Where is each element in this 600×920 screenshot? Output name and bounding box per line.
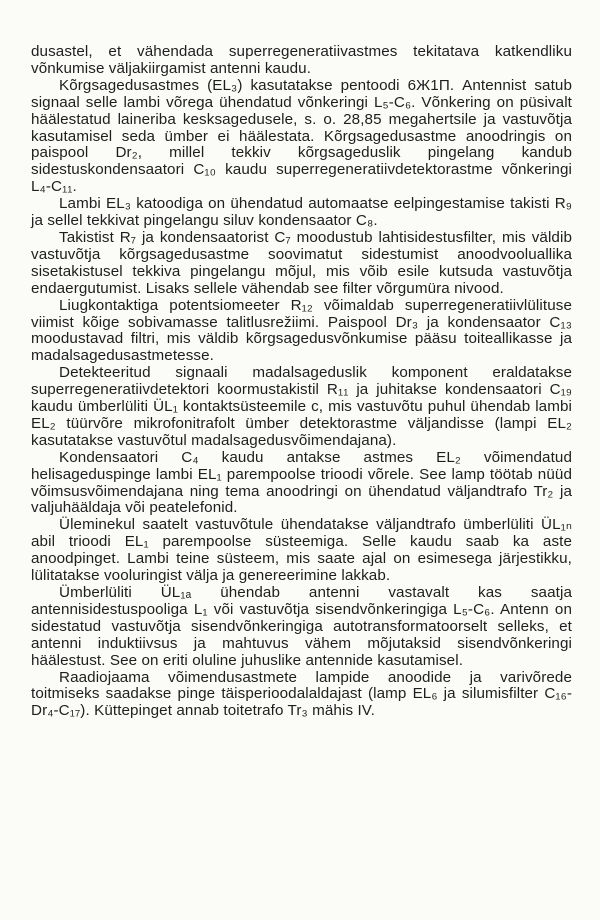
paragraph-6: Detekteeritud signaali madalsageduslik komponent eraldatakse superregeneratiivdetektori koormustakistil R₁₁ ja juhitakse kondensaatori C₁₉ kaudu ümberlüliti ÜL₁ kontaktsüsteemile c, mis vastuvõtu puhul ühendab lambi EL₂ tüürvõre mikrofonitrafolt ümber detektorastme väljandisse (lampi EL₂ kasutatakse vastuvõtul madalsagedusvõimendajana). xyxy=(31,364,572,449)
paragraph-1: dusastel, et vähendada superregeneratiivastmes tekitatava katkendliku võnkumise väljakiirgamist antenni kaudu. xyxy=(31,43,572,77)
paragraph-8: Üleminekul saatelt vastuvõtule ühendatakse väljandtrafo ümberlüliti ÜL₁ₙ abil trioodi EL₁ parempoolse süsteemiga. Selle kaudu saab ka aste anoodpinget. Lambi teine süsteem, mis saate ajal on esimesega järjestikku, lülitatakse vooluringist välja ja genereerimine lakkab. xyxy=(31,516,572,585)
paragraph-4: Takistist R₇ ja kondensaatorist C₇ moodustub lahtisidestusfilter, mis väldib vastuvõtja kõrgsagedusastme soovimatut sidestumist anoodvooluallika sisetakistusel tekkiva pingelangu mõjul, mis võib esile kutsuda vastuvõtja endaergutumist. Lisaks sellele vähendab see filter võrgumüra nivood. xyxy=(31,228,572,297)
paragraph-9: Ümberlüliti ÜL₁ₐ ühendab antenni vastavalt kas saatja antennisidestuspooliga L₁ või vastuvõtja sisendvõnkeringiga L₅-C₆. Antenn on sidestatud vastuvõtja sisendvõnkeringiga autotransformatoorselt selleks, et antenni induktiivsus ja mahtuvus vähem mõjutaksid sisendvõnkeringi häälestust. See on eriti oluline juhuslike antennide kasutamisel. xyxy=(31,584,572,669)
paragraph-3: Lambi EL₃ katoodiga on ühendatud automaatse eelpingestamise takisti R₉ ja sellel tekkivat pingelangu siluv kondensaator C₈. xyxy=(31,195,572,230)
paragraph-10: Raadiojaama võimendusastmete lampide anoodide ja varivõrede toitmiseks saadakse pinge täisperioodalaldajast (lamp EL₆ ja silumisfilter C₁₆-Dr₄-C₁₇). Küttepinget annab toitetrafo Tr₃ mähis IV. xyxy=(31,668,572,720)
paragraph-7: Kondensaatori C₄ kaudu antakse astmes EL₂ võimendatud helisageduspinge lambi EL₁ parempoolse trioodi võrele. See lamp töötab nüüd võimsusvõimendajana ning tema anoodringi on ühendatud väljandtrafo Tr₂ ja valjuhääldaja või peatelefonid. xyxy=(31,448,572,517)
paragraph-2: Kõrgsagedusastmes (EL₃) kasutatakse pentoodi 6Ж1П. Antennist satub signaal selle lambi võrega ühendatud võnkeringi L₅-C₆. Võnkering on püsivalt häälestatud laineriba kesksagedusele, s. o. 28,85 megahertsile ja vastuvõtja kasutamisel seda ümber ei häälestata. Kõrgsagedusastme anoodringis on paispool Dr₂, millel tekkiv kõrgsageduslik pingelang kandub sidestuskondensaatori C₁₀ kaudu superregeneratiivdetektorastme võnkeringi L₄-C₁₁. xyxy=(31,76,572,196)
paragraph-5: Liugkontaktiga potentsiomeeter R₁₂ võimaldab superregeneratiivlülituse viimist kõige sobivamasse talitlusrežiimi. Paispool Dr₃ ja kondensaator C₁₃ moodustavad filtri, mis väldib kõrgsagedusvõnkumise pääsu toiteallikasse ja madalsagedusastmetesse. xyxy=(31,296,572,365)
